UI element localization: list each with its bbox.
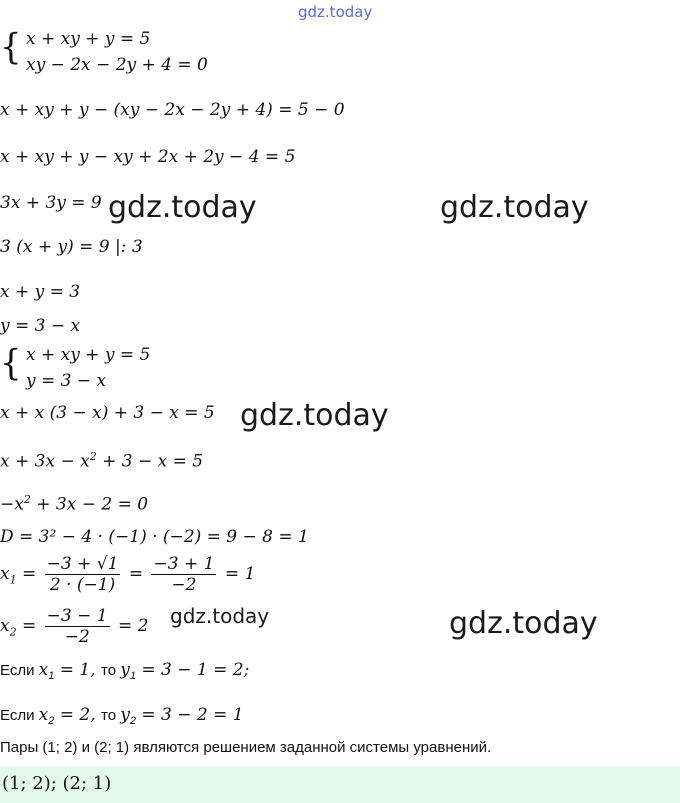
line-6: y = 3 − x [0,316,81,336]
system1-eq1: x + xy + y = 5 [26,29,151,49]
line-7: x + x (3 − x) + 3 − x = 5 [0,403,215,423]
system-brace: { [0,342,22,384]
watermark: gdz.today [449,606,598,641]
watermark: gdz.today [108,190,257,225]
answer-text: (1; 2); (2; 1) [2,773,112,794]
watermark: gdz.today [240,398,389,433]
if-line-2: Если $x_2 = 2$, то $y_2 = 3 - 2 = 1$ [0,705,244,727]
answer-box [0,766,680,803]
system1-eq2: xy − 2x − 2y + 4 = 0 [26,55,208,75]
fraction: $\frac{-3 + √1}{2 \cdot (-1)}$ [46,554,119,595]
fraction: $\frac{-3 + 1}{-2}$ [153,554,215,595]
pairs-statement: Пары (1; 2) и (2; 1) являются решением заданной системы уравнений. [0,739,492,756]
watermark: gdz.today [440,190,589,225]
watermark-top: gdz.today [298,3,373,21]
line-8: $x + 3x - x^2 + 3 - x = 5$ [0,450,204,472]
watermark: gdz.today [170,604,270,628]
root-x2: $x_2$ = $\frac{-3 - 1}{-2}$ = 2 [0,606,149,647]
if-line-1: Если $x_1 = 1$, то $y_1 = 3 - 1 = 2$; [0,660,250,682]
system2-eq2: y = 3 − x [26,371,107,391]
line-1: x + xy + y − (xy − 2x − 2y + 4) = 5 − 0 [0,100,345,120]
discriminant-line: D = 3² − 4 · (−1) · (−2) = 9 − 8 = 1 [0,527,309,547]
fraction: $\frac{-3 - 1}{-2}$ [46,606,108,647]
line-4: 3 (x + y) = 9 |: 3 [0,237,143,257]
line-5: x + y = 3 [0,282,81,302]
line-9: $-x^2 + 3x - 2 = 0$ [0,493,149,515]
root-x1: $x_1$ = $\frac{-3 + √1}{2 \cdot (-1)}$ = $\frac{-3 + 1}{-2}$ = 1 [0,554,256,595]
system2-eq1: x + xy + y = 5 [26,345,151,365]
line-2: x + xy + y − xy + 2x + 2y − 4 = 5 [0,147,296,167]
line-3: 3x + 3y = 9 [0,193,102,213]
system-brace: { [0,26,22,69]
